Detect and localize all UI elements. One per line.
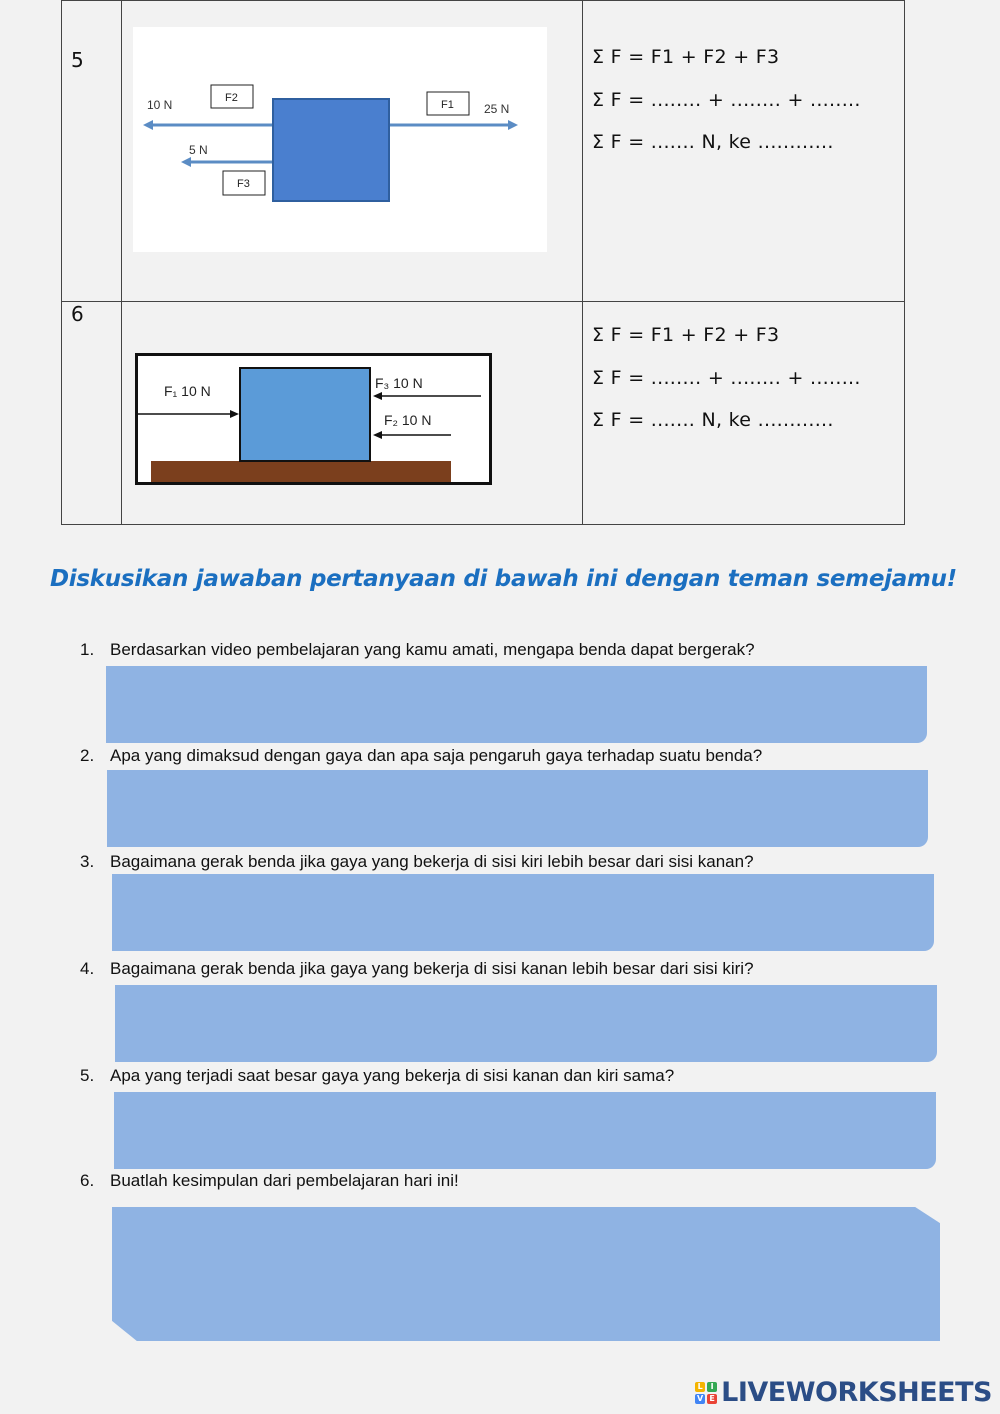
question-number: 4. <box>80 959 95 978</box>
question-item <box>80 746 762 766</box>
force-name-label: F3 <box>237 178 250 190</box>
logo-letter: I <box>707 1382 717 1392</box>
question-number: 3. <box>80 852 95 871</box>
equation-line: Σ F = ........ + ........ + ........ <box>592 367 861 389</box>
logo-letter: L <box>695 1382 705 1392</box>
force-diagram-1 <box>133 27 547 252</box>
force-label: 5 N <box>189 143 208 157</box>
liveworksheets-logo <box>695 1377 992 1408</box>
force-label: 25 N <box>484 102 510 116</box>
question-item <box>80 852 754 872</box>
question-number: 5. <box>80 1066 95 1085</box>
row-number: 6 <box>71 302 84 326</box>
row-number: 5 <box>71 48 84 72</box>
question-item <box>80 959 754 979</box>
question-text: Berdasarkan video pembelajaran yang kamu amati, mengapa benda dapat bergerak? <box>110 640 755 659</box>
force-label: F₂ 10 N <box>384 412 432 428</box>
question-text: Bagaimana gerak benda jika gaya yang bekerja di sisi kiri lebih besar dari sisi kanan? <box>110 852 754 871</box>
section-heading: Diskusikan jawaban pertanyaan di bawah ini dengan teman semejamu! <box>50 566 957 592</box>
force-diagram-2 <box>135 353 492 485</box>
force-label: F₁ 10 N <box>164 383 211 399</box>
answer-box-1[interactable] <box>106 666 927 743</box>
question-number: 1. <box>80 640 95 659</box>
question-text: Buatlah kesimpulan dari pembelajaran hari ini! <box>110 1171 459 1190</box>
question-number: 6. <box>80 1171 95 1190</box>
answer-box-5[interactable] <box>114 1092 936 1169</box>
logo-icon <box>695 1382 717 1404</box>
question-item <box>80 1066 674 1086</box>
question-item <box>80 1171 459 1191</box>
answer-box-4[interactable] <box>115 985 937 1062</box>
force-label: F₃ 10 N <box>375 375 423 391</box>
question-number: 2. <box>80 746 95 765</box>
answer-box-3[interactable] <box>112 874 934 951</box>
question-text: Bagaimana gerak benda jika gaya yang bekerja di sisi kanan lebih besar dari sisi kiri? <box>110 959 754 978</box>
equation-line: Σ F = ....... N, ke ............ <box>592 409 834 431</box>
question-text: Apa yang terjadi saat besar gaya yang bekerja di sisi kanan dan kiri sama? <box>110 1066 675 1085</box>
answer-box-6[interactable] <box>112 1207 940 1341</box>
force-label: 10 N <box>147 98 173 112</box>
equation-line: Σ F = F1 + F2 + F3 <box>592 324 780 346</box>
question-item <box>80 640 755 660</box>
force-name-label: F2 <box>225 92 238 104</box>
answer-box-2[interactable] <box>107 770 928 847</box>
equation-line: Σ F = ........ + ........ + ........ <box>592 89 861 111</box>
equation-line: Σ F = F1 + F2 + F3 <box>592 46 780 68</box>
logo-letter: E <box>707 1394 717 1404</box>
logo-text: LIVEWORKSHEETS <box>721 1377 992 1408</box>
equation-line: Σ F = ....... N, ke ............ <box>592 131 834 153</box>
logo-letter: V <box>697 1393 704 1403</box>
question-text: Apa yang dimaksud dengan gaya dan apa saja pengaruh gaya terhadap suatu benda? <box>110 746 763 765</box>
force-name-label: F1 <box>441 99 454 111</box>
